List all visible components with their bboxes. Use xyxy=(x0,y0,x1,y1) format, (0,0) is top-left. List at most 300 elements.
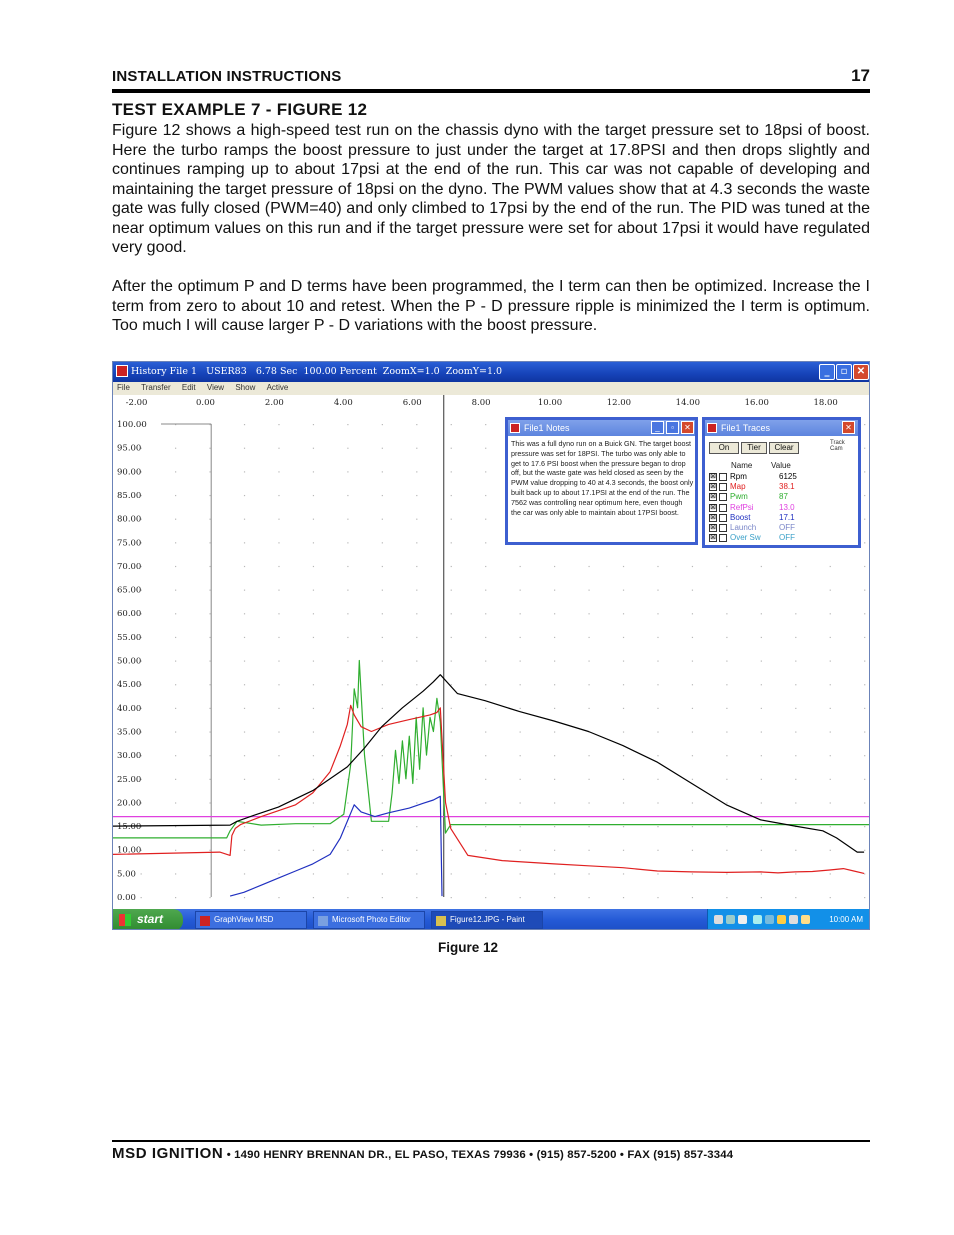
grid-dot xyxy=(623,661,624,662)
trace-value: 13.0 xyxy=(779,502,795,512)
grid-dot xyxy=(382,661,383,662)
grid-dot xyxy=(313,850,314,851)
traces-icon xyxy=(707,423,717,433)
trace-active-checkbox[interactable] xyxy=(719,514,727,522)
grid-dot xyxy=(313,802,314,803)
grid-dot xyxy=(175,779,176,780)
notes-text[interactable]: This was a full dyno run on a Buick GN. The target boost pressure was set for 18PSI. The turbo was only able to get to 17.6 PSI boost when the pressure began to drop off, but the waste gate was held closed as seen by the PWM value dropping to 40 at 4.3 seconds, the boost only built back up to about 17.1PSI at the end of the run. The 7562 was controlling near optimum here, even though the car was only able to maintain about 17PSI boost. xyxy=(511,439,694,517)
y-tick-label: 30.00 xyxy=(117,751,142,762)
grid-dot xyxy=(554,590,555,591)
grid-dot xyxy=(313,471,314,472)
notes-close-button[interactable]: ✕ xyxy=(681,421,694,434)
grid-dot xyxy=(416,661,417,662)
grid-dot xyxy=(623,684,624,685)
grid-dot xyxy=(382,802,383,803)
grid-dot xyxy=(485,637,486,638)
trace-visible-checkbox[interactable]: ⊠ xyxy=(710,483,716,491)
grid-dot xyxy=(278,590,279,591)
grid-dot xyxy=(692,802,693,803)
trace-active-checkbox[interactable] xyxy=(719,493,727,501)
grid-dot xyxy=(692,637,693,638)
trace-row-rpm[interactable] xyxy=(709,472,857,482)
grid-dot xyxy=(830,566,831,567)
grid-dot xyxy=(451,731,452,732)
trace-row-map[interactable] xyxy=(709,482,857,492)
grid-dot xyxy=(175,897,176,898)
grid-dot xyxy=(175,802,176,803)
grid-dot xyxy=(795,779,796,780)
grid-dot xyxy=(864,471,865,472)
grid-dot xyxy=(416,684,417,685)
grid-dot xyxy=(347,708,348,709)
notes-titlebar xyxy=(508,420,695,436)
grid-dot xyxy=(175,590,176,591)
grid-dot xyxy=(864,424,865,425)
grid-dot xyxy=(244,519,245,520)
y-tick-label: 50.00 xyxy=(117,656,142,667)
grid-dot xyxy=(485,471,486,472)
trace-row-launch[interactable] xyxy=(709,523,857,533)
grid-dot xyxy=(451,708,452,709)
grid-dot xyxy=(520,566,521,567)
trace-active-checkbox[interactable] xyxy=(719,483,727,491)
grid-dot xyxy=(209,897,210,898)
grid-dot xyxy=(726,661,727,662)
trace-value: 6125 xyxy=(779,472,797,481)
grid-dot xyxy=(416,637,417,638)
grid-dot xyxy=(209,755,210,756)
grid-dot xyxy=(485,519,486,520)
grid-dot xyxy=(554,637,555,638)
grid-dot xyxy=(244,708,245,709)
grid-dot xyxy=(141,897,142,898)
grid-dot xyxy=(726,731,727,732)
header-title: INSTALLATION INSTRUCTIONS xyxy=(112,68,342,85)
trace-visible-checkbox[interactable]: ⊠ xyxy=(710,534,716,542)
track-cam-toggle[interactable]: Track Cam xyxy=(830,440,845,452)
grid-dot xyxy=(864,637,865,638)
x-tick-label: 18.00 xyxy=(813,398,838,408)
grid-dot xyxy=(209,613,210,614)
grid-dot xyxy=(588,850,589,851)
grid-dot xyxy=(209,590,210,591)
grid-dot xyxy=(520,613,521,614)
grid-dot xyxy=(795,755,796,756)
grid-dot xyxy=(485,684,486,685)
grid-dot xyxy=(382,590,383,591)
grid-dot xyxy=(588,637,589,638)
grid-dot xyxy=(761,873,762,874)
grid-dot xyxy=(485,826,486,827)
grid-dot xyxy=(520,802,521,803)
trace-name: Boost xyxy=(730,512,751,522)
task-paint-label: Figure12.JPG - Paint xyxy=(450,915,525,924)
grid-dot xyxy=(554,613,555,614)
grid-dot xyxy=(382,613,383,614)
grid-dot xyxy=(864,661,865,662)
grid-dot xyxy=(416,826,417,827)
grid-dot xyxy=(692,590,693,591)
grid-dot xyxy=(761,897,762,898)
x-tick-label: -2.00 xyxy=(125,398,148,408)
window-title: History File 1 USER83 6.78 Sec 100.00 Percent ZoomX=1.0 ZoomY=1.0 xyxy=(131,366,503,377)
paint-task-icon xyxy=(436,916,446,926)
trace-active-checkbox[interactable] xyxy=(719,473,727,481)
grid-dot xyxy=(244,826,245,827)
grid-dot xyxy=(416,566,417,567)
y-tick-label: 85.00 xyxy=(117,490,142,501)
tray-help-icon[interactable] xyxy=(738,915,747,924)
series-line-boost xyxy=(230,796,442,896)
menu-edit[interactable]: Edit xyxy=(181,383,196,392)
grid-dot xyxy=(313,755,314,756)
grid-dot xyxy=(761,755,762,756)
grid-dot xyxy=(485,779,486,780)
x-tick-label: 16.00 xyxy=(744,398,769,408)
paragraph-2: After the optimum P and D terms have been programmed, the I term can then be optimized. Increase the I term from zero to about 10 and retest. When the P - D pressure ripple is minimized the I term is optimum. Too much I will cause larger P - D variations with the boost pressure. xyxy=(112,278,870,334)
tray-monitor-icon[interactable] xyxy=(801,915,810,924)
trace-row-boost[interactable] xyxy=(709,513,857,523)
grid-dot xyxy=(347,661,348,662)
tray-tool-icon[interactable] xyxy=(714,915,723,924)
grid-dot xyxy=(657,613,658,614)
grid-dot xyxy=(726,590,727,591)
grid-dot xyxy=(726,637,727,638)
grid-dot xyxy=(485,850,486,851)
grid-dot xyxy=(451,873,452,874)
grid-dot xyxy=(864,731,865,732)
grid-dot xyxy=(554,708,555,709)
system-tray xyxy=(707,909,870,930)
grid-dot xyxy=(864,590,865,591)
grid-dot xyxy=(554,802,555,803)
grid-dot xyxy=(795,708,796,709)
grid-dot xyxy=(244,850,245,851)
grid-dot xyxy=(141,873,142,874)
y-tick-label: 5.00 xyxy=(117,869,136,880)
grid-dot xyxy=(795,850,796,851)
menu-active[interactable]: Active xyxy=(266,383,289,392)
header-rule xyxy=(112,89,870,93)
traces-close-button[interactable]: ✕ xyxy=(842,421,855,434)
grid-dot xyxy=(520,637,521,638)
grid-dot xyxy=(761,684,762,685)
grid-dot xyxy=(726,566,727,567)
grid-dot xyxy=(588,590,589,591)
grid-dot xyxy=(244,637,245,638)
y-tick-label: 55.00 xyxy=(117,632,142,643)
grid-dot xyxy=(657,850,658,851)
trace-value: 38.1 xyxy=(779,482,795,492)
trace-row-over-sw[interactable] xyxy=(709,533,857,543)
traces-title: File1 Traces xyxy=(721,423,771,433)
grid-dot xyxy=(175,566,176,567)
task-paint[interactable] xyxy=(431,911,543,929)
grid-dot xyxy=(554,731,555,732)
grid-dot xyxy=(175,448,176,449)
close-button[interactable]: ✕ xyxy=(853,364,869,380)
grid-dot xyxy=(623,826,624,827)
grid-dot xyxy=(347,613,348,614)
grid-dot xyxy=(175,708,176,709)
grid-dot xyxy=(657,873,658,874)
grid-dot xyxy=(278,448,279,449)
traces-on-button[interactable]: On xyxy=(709,442,739,454)
grid-dot xyxy=(244,873,245,874)
menu-view[interactable]: View xyxy=(206,383,225,392)
grid-dot xyxy=(657,661,658,662)
grid-dot xyxy=(588,779,589,780)
photo-editor-task-icon xyxy=(318,916,328,926)
grid-dot xyxy=(588,684,589,685)
grid-dot xyxy=(416,779,417,780)
grid-dot xyxy=(657,826,658,827)
grid-dot xyxy=(382,566,383,567)
grid-dot xyxy=(347,684,348,685)
windows-flag-icon xyxy=(119,914,131,926)
trace-name: Map xyxy=(730,482,746,492)
grid-dot xyxy=(175,661,176,662)
trace-active-checkbox[interactable] xyxy=(719,534,727,542)
grid-dot xyxy=(175,826,176,827)
x-tick-label: 10.00 xyxy=(537,398,563,408)
grid-dot xyxy=(588,613,589,614)
grid-dot xyxy=(416,448,417,449)
grid-dot xyxy=(382,542,383,543)
grid-dot xyxy=(726,613,727,614)
grid-dot xyxy=(313,424,314,425)
grid-dot xyxy=(209,661,210,662)
graphview-task-icon xyxy=(200,916,210,926)
tray-network-icon[interactable] xyxy=(726,915,735,924)
x-tick-label: 12.00 xyxy=(606,398,632,408)
grid-dot xyxy=(278,873,279,874)
grid-dot xyxy=(175,873,176,874)
y-tick-label: 40.00 xyxy=(117,703,142,714)
grid-dot xyxy=(588,873,589,874)
grid-dot xyxy=(657,590,658,591)
grid-dot xyxy=(726,779,727,780)
grid-dot xyxy=(278,613,279,614)
grid-dot xyxy=(209,684,210,685)
grid-dot xyxy=(485,542,486,543)
y-tick-label: 45.00 xyxy=(117,680,142,691)
grid-dot xyxy=(278,637,279,638)
grid-dot xyxy=(623,590,624,591)
grid-dot xyxy=(244,566,245,567)
trace-active-checkbox[interactable] xyxy=(719,504,727,512)
trace-row-pwm[interactable] xyxy=(709,492,857,502)
minimize-button[interactable]: _ xyxy=(819,364,835,380)
grid-dot xyxy=(554,897,555,898)
grid-dot xyxy=(451,802,452,803)
traces-panel xyxy=(702,417,861,548)
grid-dot xyxy=(692,826,693,827)
grid-dot xyxy=(554,826,555,827)
grid-dot xyxy=(416,708,417,709)
trace-visible-checkbox[interactable]: ⊠ xyxy=(710,473,716,480)
grid-dot xyxy=(864,755,865,756)
grid-dot xyxy=(313,519,314,520)
maximize-button[interactable]: ▫ xyxy=(836,364,852,380)
grid-dot xyxy=(864,448,865,449)
grid-dot xyxy=(830,826,831,827)
notes-icon xyxy=(510,423,520,433)
grid-dot xyxy=(485,755,486,756)
grid-dot xyxy=(554,684,555,685)
grid-dot xyxy=(416,424,417,425)
grid-dot xyxy=(382,779,383,780)
grid-dot xyxy=(761,566,762,567)
grid-dot xyxy=(726,708,727,709)
grid-dot xyxy=(382,897,383,898)
grid-dot xyxy=(278,661,279,662)
footer-rule xyxy=(112,1140,870,1142)
grid-dot xyxy=(209,779,210,780)
grid-dot xyxy=(347,448,348,449)
tray-battery-icon[interactable] xyxy=(789,915,798,924)
grid-dot xyxy=(382,471,383,472)
grid-dot xyxy=(244,779,245,780)
grid-dot xyxy=(623,613,624,614)
grid-dot xyxy=(554,779,555,780)
paragraph-1: Figure 12 shows a high-speed test run on the chassis dyno with the target pressure set to 18psi of boost. Here the turbo ramps the boost pressure to just under the target at 17.8PSI and then drops slightly and continues ramping up to about 17psi at the end of the run. This car was not capable of developing and maintaining the target pressure of 18psi on the dyno. The PWM values show that at 4.3 seconds the waste gate was fully closed (PWM=40) and only climbed to 17psi by the end of the run. The PID was tuned at the near optimum values on this run and if the target pressure were set for about 17psi it would have regulated very good. xyxy=(112,122,870,256)
trace-row-refpsi[interactable] xyxy=(709,503,857,513)
grid-dot xyxy=(692,613,693,614)
y-tick-label: 15.00 xyxy=(117,822,142,833)
notes-maximize-button[interactable]: ▫ xyxy=(666,421,679,434)
grid-dot xyxy=(209,826,210,827)
series-line-map xyxy=(113,705,864,873)
y-tick-label: 65.00 xyxy=(117,585,142,596)
grid-dot xyxy=(347,826,348,827)
grid-dot xyxy=(416,873,417,874)
trace-visible-checkbox[interactable]: ⊠ xyxy=(710,513,716,521)
grid-dot xyxy=(313,495,314,496)
grid-dot xyxy=(313,566,314,567)
grid-dot xyxy=(864,519,865,520)
menu-show[interactable]: Show xyxy=(235,383,256,392)
graphview-screenshot xyxy=(112,361,870,930)
series-line-rpm xyxy=(113,675,864,852)
grid-dot xyxy=(588,708,589,709)
tray-lock-icon[interactable] xyxy=(777,915,786,924)
trace-name: RefPsi xyxy=(730,502,754,512)
trace-value: 87 xyxy=(779,492,788,502)
grid-dot xyxy=(347,731,348,732)
grid-dot xyxy=(209,731,210,732)
grid-dot xyxy=(761,826,762,827)
grid-dot xyxy=(692,755,693,756)
grid-dot xyxy=(864,850,865,851)
grid-dot xyxy=(209,495,210,496)
grid-dot xyxy=(761,661,762,662)
grid-dot xyxy=(451,542,452,543)
notes-minimize-button[interactable]: _ xyxy=(651,421,664,434)
trace-active-checkbox[interactable] xyxy=(719,524,727,532)
grid-dot xyxy=(485,448,486,449)
grid-dot xyxy=(416,590,417,591)
start-label: start xyxy=(137,912,164,926)
y-tick-label: 10.00 xyxy=(117,845,142,856)
y-tick-label: 35.00 xyxy=(117,727,142,738)
task-photo-editor[interactable] xyxy=(313,911,425,929)
y-tick-label: 70.00 xyxy=(117,561,142,572)
tray-speaker-icon[interactable] xyxy=(753,915,762,924)
grid-dot xyxy=(485,708,486,709)
grid-dot xyxy=(657,566,658,567)
grid-dot xyxy=(209,448,210,449)
grid-dot xyxy=(209,542,210,543)
grid-dot xyxy=(726,897,727,898)
grid-dot xyxy=(278,495,279,496)
page-footer xyxy=(112,1145,870,1163)
grid-dot xyxy=(761,637,762,638)
grid-dot xyxy=(520,590,521,591)
start-button[interactable] xyxy=(113,909,183,930)
y-tick-label: 100.00 xyxy=(117,420,147,430)
grid-dot xyxy=(623,637,624,638)
task-graphview[interactable] xyxy=(195,911,307,929)
grid-dot xyxy=(692,708,693,709)
grid-dot xyxy=(761,613,762,614)
menu-transfer[interactable]: Transfer xyxy=(141,383,171,392)
trace-visible-checkbox[interactable]: ⊠ xyxy=(710,524,716,531)
grid-dot xyxy=(864,779,865,780)
grid-dot xyxy=(416,802,417,803)
figure-caption xyxy=(0,940,954,955)
footer-brand: MSD IGNITION xyxy=(112,1145,224,1162)
grid-dot xyxy=(451,613,452,614)
traces-tier-button[interactable]: Tier xyxy=(741,442,767,454)
grid-dot xyxy=(278,731,279,732)
grid-dot xyxy=(278,779,279,780)
trace-name: Launch xyxy=(730,523,757,532)
grid-dot xyxy=(554,566,555,567)
traces-titlebar xyxy=(705,420,858,436)
grid-dot xyxy=(313,779,314,780)
menu-file[interactable]: File xyxy=(117,383,130,392)
grid-dot xyxy=(761,590,762,591)
grid-dot xyxy=(209,850,210,851)
tray-sync-icon[interactable] xyxy=(765,915,774,924)
grid-dot xyxy=(313,637,314,638)
grid-dot xyxy=(175,542,176,543)
y-tick-label: 75.00 xyxy=(117,538,142,549)
grid-dot xyxy=(864,897,865,898)
grid-dot xyxy=(382,424,383,425)
grid-dot xyxy=(451,424,452,425)
grid-dot xyxy=(209,708,210,709)
grid-dot xyxy=(451,779,452,780)
grid-dot xyxy=(864,802,865,803)
grid-dot xyxy=(278,471,279,472)
grid-dot xyxy=(382,684,383,685)
grid-dot xyxy=(520,755,521,756)
grid-dot xyxy=(347,519,348,520)
grid-dot xyxy=(588,661,589,662)
grid-dot xyxy=(554,755,555,756)
traces-clear-button[interactable]: Clear xyxy=(769,442,799,454)
trace-visible-checkbox[interactable]: ⊠ xyxy=(710,493,716,501)
grid-dot xyxy=(416,613,417,614)
trace-visible-checkbox[interactable]: ⊠ xyxy=(710,503,716,511)
grid-dot xyxy=(588,826,589,827)
grid-dot xyxy=(761,779,762,780)
grid-dot xyxy=(864,684,865,685)
x-tick-label: 8.00 xyxy=(471,398,491,408)
grid-dot xyxy=(485,590,486,591)
